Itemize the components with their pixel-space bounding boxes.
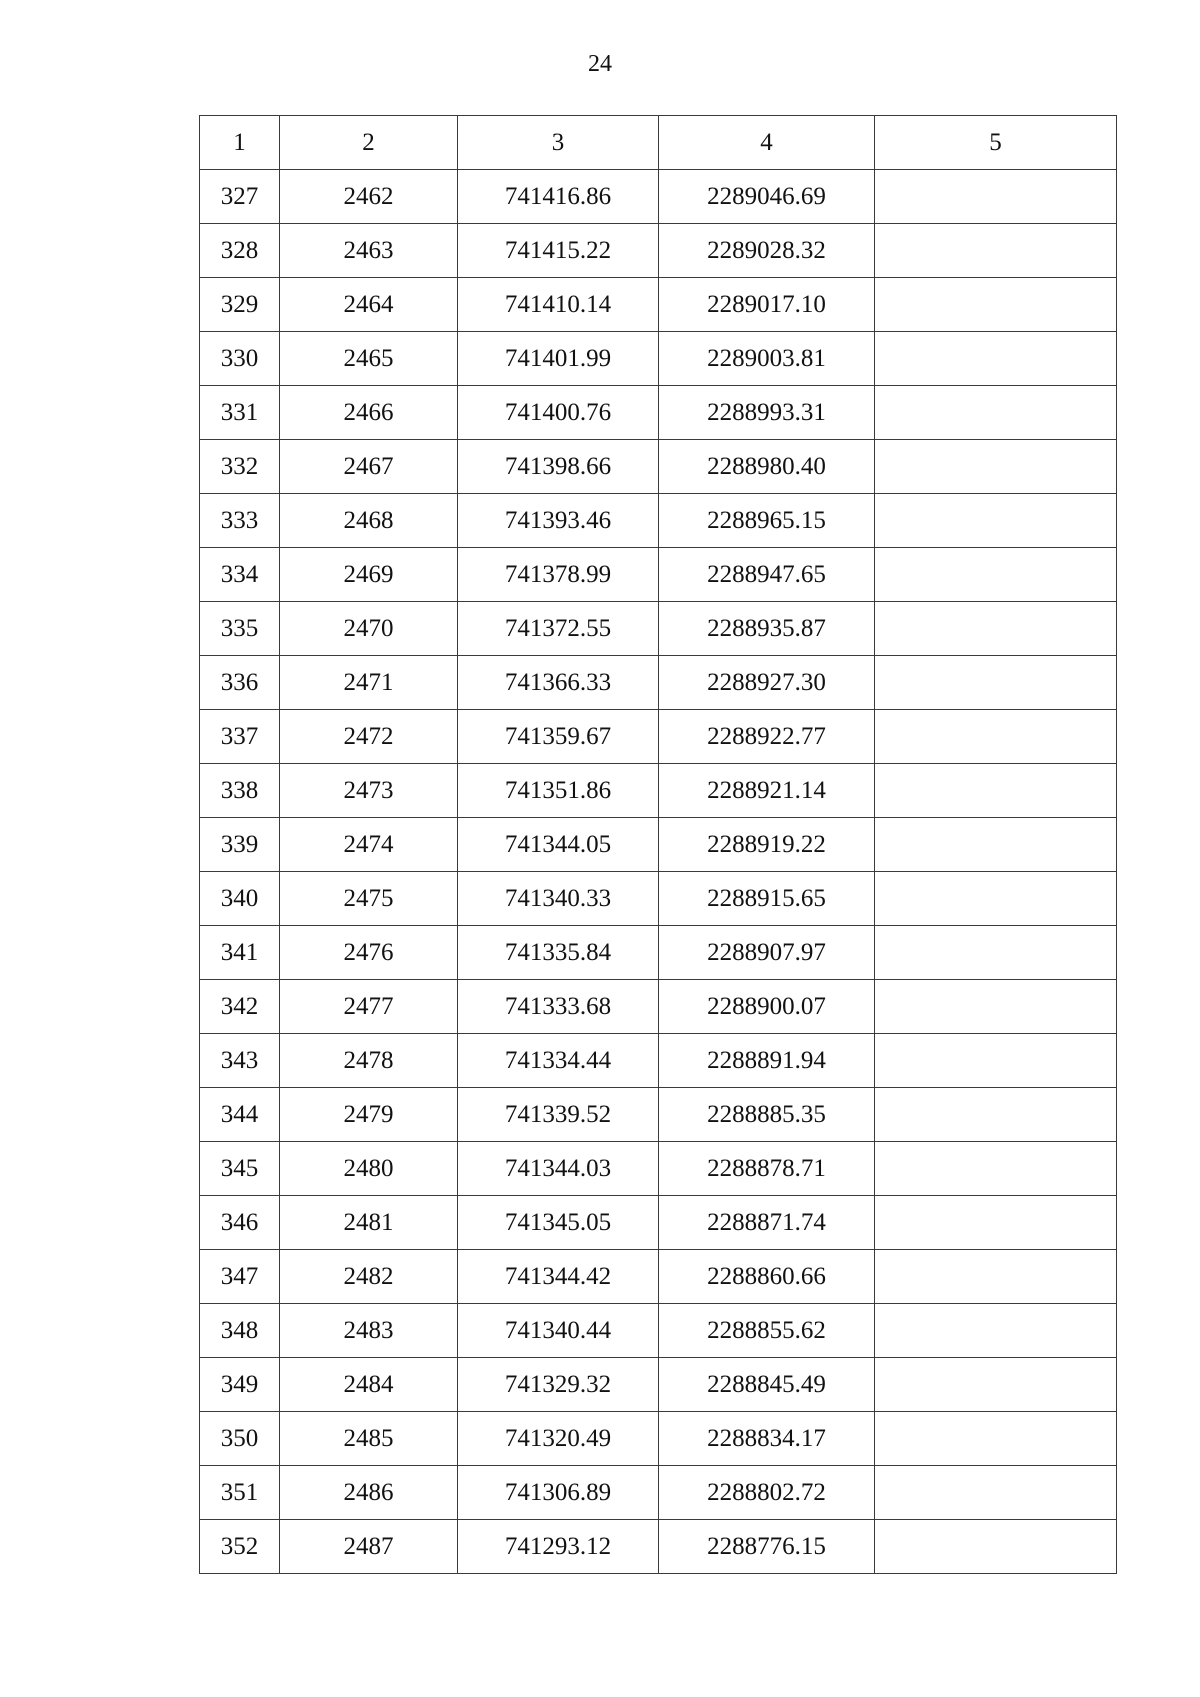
point-id-cell: 2466 xyxy=(280,386,458,440)
x-coordinate-cell: 741340.44 xyxy=(458,1304,659,1358)
x-coordinate-cell: 741335.84 xyxy=(458,926,659,980)
table-row xyxy=(200,872,1117,926)
table-row xyxy=(200,1412,1117,1466)
table-row xyxy=(200,818,1117,872)
note-cell xyxy=(875,1520,1117,1574)
point-number-cell: 338 xyxy=(200,764,280,818)
table-row xyxy=(200,548,1117,602)
note-cell xyxy=(875,764,1117,818)
point-id-cell: 2480 xyxy=(280,1142,458,1196)
point-id-cell: 2484 xyxy=(280,1358,458,1412)
y-coordinate-cell: 2288915.65 xyxy=(659,872,875,926)
column-header: 3 xyxy=(458,116,659,170)
point-id-cell: 2465 xyxy=(280,332,458,386)
point-id-cell: 2474 xyxy=(280,818,458,872)
point-id-cell: 2467 xyxy=(280,440,458,494)
x-coordinate-cell: 741366.33 xyxy=(458,656,659,710)
y-coordinate-cell: 2288776.15 xyxy=(659,1520,875,1574)
y-coordinate-cell: 2288871.74 xyxy=(659,1196,875,1250)
point-number-cell: 351 xyxy=(200,1466,280,1520)
note-cell xyxy=(875,170,1117,224)
coordinates-table xyxy=(199,115,1117,1574)
x-coordinate-cell: 741351.86 xyxy=(458,764,659,818)
note-cell xyxy=(875,386,1117,440)
y-coordinate-cell: 2288907.97 xyxy=(659,926,875,980)
point-id-cell: 2482 xyxy=(280,1250,458,1304)
table-row xyxy=(200,1142,1117,1196)
point-id-cell: 2486 xyxy=(280,1466,458,1520)
point-number-cell: 330 xyxy=(200,332,280,386)
table-row xyxy=(200,278,1117,332)
x-coordinate-cell: 741416.86 xyxy=(458,170,659,224)
point-number-cell: 337 xyxy=(200,710,280,764)
x-coordinate-cell: 741344.42 xyxy=(458,1250,659,1304)
point-number-cell: 347 xyxy=(200,1250,280,1304)
point-number-cell: 334 xyxy=(200,548,280,602)
note-cell xyxy=(875,1250,1117,1304)
x-coordinate-cell: 741306.89 xyxy=(458,1466,659,1520)
y-coordinate-cell: 2288891.94 xyxy=(659,1034,875,1088)
y-coordinate-cell: 2289046.69 xyxy=(659,170,875,224)
note-cell xyxy=(875,548,1117,602)
note-cell xyxy=(875,494,1117,548)
point-number-cell: 333 xyxy=(200,494,280,548)
column-header: 4 xyxy=(659,116,875,170)
note-cell xyxy=(875,1358,1117,1412)
y-coordinate-cell: 2288980.40 xyxy=(659,440,875,494)
x-coordinate-cell: 741415.22 xyxy=(458,224,659,278)
note-cell xyxy=(875,224,1117,278)
table-row xyxy=(200,1250,1117,1304)
x-coordinate-cell: 741344.03 xyxy=(458,1142,659,1196)
y-coordinate-cell: 2288900.07 xyxy=(659,980,875,1034)
point-id-cell: 2485 xyxy=(280,1412,458,1466)
note-cell xyxy=(875,1034,1117,1088)
x-coordinate-cell: 741359.67 xyxy=(458,710,659,764)
y-coordinate-cell: 2288919.22 xyxy=(659,818,875,872)
x-coordinate-cell: 741393.46 xyxy=(458,494,659,548)
note-cell xyxy=(875,1142,1117,1196)
x-coordinate-cell: 741334.44 xyxy=(458,1034,659,1088)
x-coordinate-cell: 741333.68 xyxy=(458,980,659,1034)
note-cell xyxy=(875,1304,1117,1358)
point-id-cell: 2470 xyxy=(280,602,458,656)
point-id-cell: 2469 xyxy=(280,548,458,602)
note-cell xyxy=(875,926,1117,980)
point-number-cell: 343 xyxy=(200,1034,280,1088)
x-coordinate-cell: 741344.05 xyxy=(458,818,659,872)
point-id-cell: 2463 xyxy=(280,224,458,278)
point-number-cell: 341 xyxy=(200,926,280,980)
table-row xyxy=(200,386,1117,440)
note-cell xyxy=(875,1196,1117,1250)
y-coordinate-cell: 2288855.62 xyxy=(659,1304,875,1358)
x-coordinate-cell: 741401.99 xyxy=(458,332,659,386)
table-row xyxy=(200,1304,1117,1358)
y-coordinate-cell: 2288885.35 xyxy=(659,1088,875,1142)
point-number-cell: 348 xyxy=(200,1304,280,1358)
x-coordinate-cell: 741398.66 xyxy=(458,440,659,494)
table-row xyxy=(200,656,1117,710)
table-row xyxy=(200,1088,1117,1142)
point-number-cell: 332 xyxy=(200,440,280,494)
point-number-cell: 336 xyxy=(200,656,280,710)
point-number-cell: 328 xyxy=(200,224,280,278)
page-number: 24 xyxy=(588,51,612,77)
table-row xyxy=(200,926,1117,980)
point-number-cell: 340 xyxy=(200,872,280,926)
point-id-cell: 2472 xyxy=(280,710,458,764)
point-number-cell: 352 xyxy=(200,1520,280,1574)
note-cell xyxy=(875,818,1117,872)
column-header: 2 xyxy=(280,116,458,170)
point-number-cell: 342 xyxy=(200,980,280,1034)
point-number-cell: 327 xyxy=(200,170,280,224)
table-row xyxy=(200,332,1117,386)
y-coordinate-cell: 2288878.71 xyxy=(659,1142,875,1196)
table-row xyxy=(200,602,1117,656)
point-id-cell: 2473 xyxy=(280,764,458,818)
table-row xyxy=(200,224,1117,278)
table-row xyxy=(200,1466,1117,1520)
table-row xyxy=(200,764,1117,818)
table-row xyxy=(200,1196,1117,1250)
point-number-cell: 346 xyxy=(200,1196,280,1250)
note-cell xyxy=(875,872,1117,926)
table-row xyxy=(200,1520,1117,1574)
table-header-row xyxy=(200,116,1117,170)
point-id-cell: 2475 xyxy=(280,872,458,926)
y-coordinate-cell: 2289028.32 xyxy=(659,224,875,278)
x-coordinate-cell: 741320.49 xyxy=(458,1412,659,1466)
note-cell xyxy=(875,656,1117,710)
note-cell xyxy=(875,602,1117,656)
y-coordinate-cell: 2288947.65 xyxy=(659,548,875,602)
x-coordinate-cell: 741340.33 xyxy=(458,872,659,926)
table-row xyxy=(200,494,1117,548)
x-coordinate-cell: 741293.12 xyxy=(458,1520,659,1574)
point-number-cell: 331 xyxy=(200,386,280,440)
table-row xyxy=(200,440,1117,494)
y-coordinate-cell: 2288834.17 xyxy=(659,1412,875,1466)
x-coordinate-cell: 741372.55 xyxy=(458,602,659,656)
point-number-cell: 349 xyxy=(200,1358,280,1412)
note-cell xyxy=(875,440,1117,494)
y-coordinate-cell: 2289017.10 xyxy=(659,278,875,332)
table-body xyxy=(200,116,1117,1574)
point-id-cell: 2479 xyxy=(280,1088,458,1142)
y-coordinate-cell: 2288965.15 xyxy=(659,494,875,548)
point-id-cell: 2462 xyxy=(280,170,458,224)
point-number-cell: 345 xyxy=(200,1142,280,1196)
table-row xyxy=(200,710,1117,764)
point-id-cell: 2487 xyxy=(280,1520,458,1574)
point-id-cell: 2478 xyxy=(280,1034,458,1088)
x-coordinate-cell: 741345.05 xyxy=(458,1196,659,1250)
point-id-cell: 2477 xyxy=(280,980,458,1034)
point-number-cell: 350 xyxy=(200,1412,280,1466)
y-coordinate-cell: 2288993.31 xyxy=(659,386,875,440)
note-cell xyxy=(875,1088,1117,1142)
column-header: 1 xyxy=(200,116,280,170)
point-number-cell: 339 xyxy=(200,818,280,872)
note-cell xyxy=(875,278,1117,332)
table-row xyxy=(200,1358,1117,1412)
y-coordinate-cell: 2288802.72 xyxy=(659,1466,875,1520)
column-header: 5 xyxy=(875,116,1117,170)
y-coordinate-cell: 2289003.81 xyxy=(659,332,875,386)
point-id-cell: 2464 xyxy=(280,278,458,332)
y-coordinate-cell: 2288935.87 xyxy=(659,602,875,656)
point-id-cell: 2476 xyxy=(280,926,458,980)
x-coordinate-cell: 741329.32 xyxy=(458,1358,659,1412)
table-row xyxy=(200,980,1117,1034)
y-coordinate-cell: 2288927.30 xyxy=(659,656,875,710)
y-coordinate-cell: 2288845.49 xyxy=(659,1358,875,1412)
y-coordinate-cell: 2288921.14 xyxy=(659,764,875,818)
point-id-cell: 2483 xyxy=(280,1304,458,1358)
x-coordinate-cell: 741339.52 xyxy=(458,1088,659,1142)
point-id-cell: 2481 xyxy=(280,1196,458,1250)
table-row xyxy=(200,170,1117,224)
note-cell xyxy=(875,1412,1117,1466)
x-coordinate-cell: 741378.99 xyxy=(458,548,659,602)
x-coordinate-cell: 741410.14 xyxy=(458,278,659,332)
note-cell xyxy=(875,710,1117,764)
y-coordinate-cell: 2288860.66 xyxy=(659,1250,875,1304)
note-cell xyxy=(875,332,1117,386)
note-cell xyxy=(875,980,1117,1034)
point-id-cell: 2468 xyxy=(280,494,458,548)
point-number-cell: 335 xyxy=(200,602,280,656)
point-number-cell: 344 xyxy=(200,1088,280,1142)
point-id-cell: 2471 xyxy=(280,656,458,710)
y-coordinate-cell: 2288922.77 xyxy=(659,710,875,764)
table-row xyxy=(200,1034,1117,1088)
note-cell xyxy=(875,1466,1117,1520)
x-coordinate-cell: 741400.76 xyxy=(458,386,659,440)
point-number-cell: 329 xyxy=(200,278,280,332)
